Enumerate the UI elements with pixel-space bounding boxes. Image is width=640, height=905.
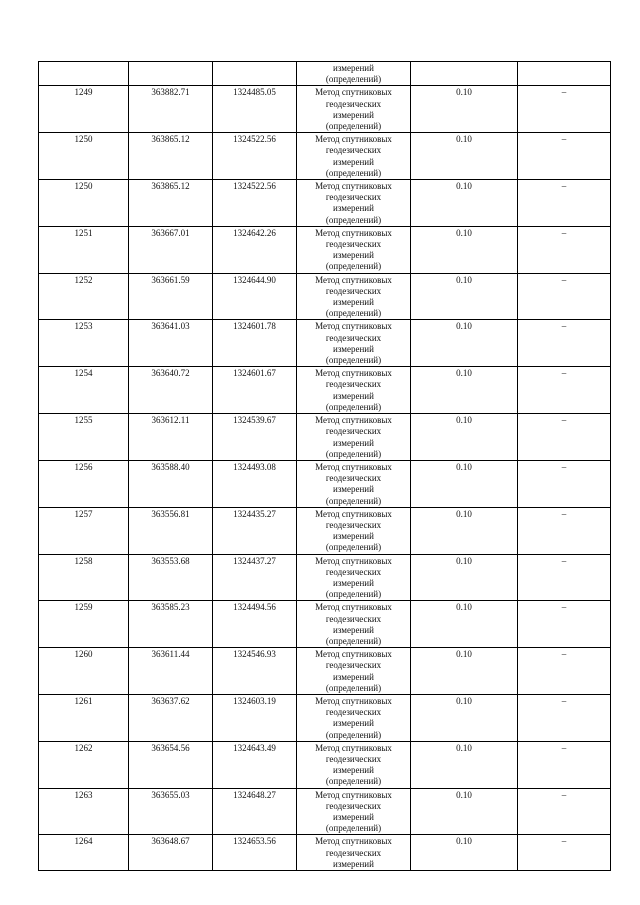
accuracy-cell: 0.10 — [411, 788, 518, 835]
method-line: измерений — [333, 437, 374, 448]
method-line: (определений) — [325, 214, 382, 225]
method-line: Метод спутниковых — [315, 87, 392, 98]
accuracy-cell: 0.10 — [411, 226, 518, 273]
method-line: (определений) — [325, 635, 382, 646]
accuracy-cell: 0.10 — [411, 601, 518, 648]
method-cell — [297, 320, 411, 367]
method-line: измерений — [333, 390, 374, 401]
x-coordinate-cell: 363588.40 — [129, 460, 213, 507]
method-line: геодезических — [325, 379, 382, 390]
note-cell: – — [518, 648, 611, 695]
accuracy-cell: 0.10 — [411, 320, 518, 367]
note-cell: – — [518, 273, 611, 320]
accuracy-cell: 0.10 — [411, 648, 518, 695]
method-cell — [297, 226, 411, 273]
method-line: геодезических — [325, 613, 382, 624]
method-line: геодезических — [325, 753, 382, 764]
note-cell: – — [518, 86, 611, 133]
note-cell — [518, 62, 611, 86]
method-line: (определений) — [325, 589, 382, 600]
method-line: измерений — [333, 109, 374, 120]
accuracy-cell: 0.10 — [411, 741, 518, 788]
method-line: измерений — [333, 343, 374, 354]
method-line: геодезических — [325, 519, 382, 530]
table-row — [39, 507, 611, 554]
method-line: Метод спутниковых — [315, 181, 392, 192]
method-line: (определений) — [325, 401, 382, 412]
point-cell — [39, 62, 129, 86]
method-cell — [297, 62, 411, 86]
table-row — [39, 367, 611, 414]
y-coordinate-cell: 1324603.19 — [213, 694, 297, 741]
method-cell — [297, 367, 411, 414]
method-cell — [297, 507, 411, 554]
y-coordinate-cell: 1324493.08 — [213, 460, 297, 507]
accuracy-cell: 0.10 — [411, 835, 518, 871]
method-cell — [297, 554, 411, 601]
accuracy-cell: 0.10 — [411, 180, 518, 227]
table-row — [39, 694, 611, 741]
coordinates-table — [38, 61, 611, 871]
x-coordinate-cell: 363865.12 — [129, 180, 213, 227]
table-row-continued — [39, 62, 611, 86]
method-line: (определений) — [325, 542, 382, 553]
method-line: Метод спутниковых — [315, 415, 392, 426]
y-coordinate-cell: 1324522.56 — [213, 180, 297, 227]
y-coordinate-cell: 1324644.90 — [213, 273, 297, 320]
point-cell: 1255 — [39, 414, 129, 461]
y-coordinate-cell: 1324494.56 — [213, 601, 297, 648]
method-line: Метод спутниковых — [315, 649, 392, 660]
method-line: Метод спутниковых — [315, 836, 392, 847]
method-line: геодезических — [325, 660, 382, 671]
table-row — [39, 133, 611, 180]
method-line: измерений — [333, 484, 374, 495]
method-line: измерений — [333, 671, 374, 682]
method-line: (определений) — [325, 729, 382, 740]
note-cell: – — [518, 226, 611, 273]
method-line: геодезических — [325, 473, 382, 484]
point-cell: 1257 — [39, 507, 129, 554]
table-row — [39, 554, 611, 601]
method-line: Метод спутниковых — [315, 461, 392, 472]
point-cell: 1254 — [39, 367, 129, 414]
method-line: Метод спутниковых — [315, 695, 392, 706]
method-cell — [297, 835, 411, 871]
y-coordinate-cell: 1324485.05 — [213, 86, 297, 133]
accuracy-cell: 0.10 — [411, 507, 518, 554]
note-cell: – — [518, 414, 611, 461]
accuracy-cell: 0.10 — [411, 86, 518, 133]
method-line: (определений) — [325, 682, 382, 693]
x-coordinate-cell: 363556.81 — [129, 507, 213, 554]
method-line: геодезических — [325, 145, 382, 156]
note-cell: – — [518, 133, 611, 180]
table-row — [39, 788, 611, 835]
point-cell: 1250 — [39, 180, 129, 227]
method-line: Метод спутниковых — [315, 134, 392, 145]
method-line: измерений — [333, 203, 374, 214]
method-cell — [297, 460, 411, 507]
method-line: измерений — [333, 577, 374, 588]
method-line: Метод спутниковых — [315, 321, 392, 332]
table-row — [39, 273, 611, 320]
method-line: геодезических — [325, 426, 382, 437]
method-line: геодезических — [325, 847, 382, 858]
method-line: измерений — [333, 765, 374, 776]
point-cell: 1260 — [39, 648, 129, 695]
x-coordinate-cell: 363865.12 — [129, 133, 213, 180]
point-cell: 1262 — [39, 741, 129, 788]
method-line: измерений — [333, 812, 374, 822]
x-coordinate-cell: 363667.01 — [129, 226, 213, 273]
accuracy-cell: 0.10 — [411, 460, 518, 507]
table-row — [39, 741, 611, 788]
x-coordinate-cell — [129, 62, 213, 86]
method-cell — [297, 86, 411, 133]
method-line: (определений) — [325, 167, 382, 178]
table-row — [39, 226, 611, 273]
accuracy-cell: 0.10 — [411, 694, 518, 741]
y-coordinate-cell: 1324435.27 — [213, 507, 297, 554]
coordinates-table-body — [39, 62, 611, 871]
method-line: (определений) — [325, 495, 382, 506]
method-cell — [297, 694, 411, 741]
point-cell: 1253 — [39, 320, 129, 367]
y-coordinate-cell: 1324648.27 — [213, 788, 297, 835]
accuracy-cell: 0.10 — [411, 554, 518, 601]
method-line: измерений — [333, 718, 374, 729]
table-row — [39, 835, 611, 871]
accuracy-cell: 0.10 — [411, 273, 518, 320]
point-cell: 1250 — [39, 133, 129, 180]
method-line: (определений) — [325, 355, 382, 366]
method-line: Метод спутниковых — [315, 789, 392, 800]
method-line: Метод спутниковых — [315, 602, 392, 613]
method-line: геодезических — [325, 707, 382, 718]
point-cell: 1263 — [39, 788, 129, 835]
table-row — [39, 320, 611, 367]
accuracy-cell: 0.10 — [411, 367, 518, 414]
method-cell — [297, 414, 411, 461]
table-row — [39, 648, 611, 695]
note-cell: – — [518, 601, 611, 648]
method-line: Метод спутниковых — [315, 742, 392, 753]
method-line: (определений) — [325, 261, 382, 272]
y-coordinate-cell: 1324642.26 — [213, 226, 297, 273]
accuracy-cell: 0.10 — [411, 133, 518, 180]
table-row — [39, 601, 611, 648]
y-coordinate-cell: 1324601.67 — [213, 367, 297, 414]
method-line: (определений) — [325, 308, 382, 319]
method-cell — [297, 648, 411, 695]
method-line: измерений — [333, 531, 374, 542]
method-line: Метод спутниковых — [315, 368, 392, 379]
note-cell: – — [518, 460, 611, 507]
x-coordinate-cell: 363637.62 — [129, 694, 213, 741]
method-line: (определений) — [325, 823, 382, 834]
point-cell: 1256 — [39, 460, 129, 507]
x-coordinate-cell: 363648.67 — [129, 835, 213, 871]
method-line: измерений — [333, 156, 374, 167]
point-cell: 1259 — [39, 601, 129, 648]
x-coordinate-cell: 363640.72 — [129, 367, 213, 414]
method-line: геодезических — [325, 800, 382, 811]
table-row — [39, 414, 611, 461]
method-line: измерений — [333, 250, 374, 261]
y-coordinate-cell: 1324539.67 — [213, 414, 297, 461]
table-row — [39, 86, 611, 133]
x-coordinate-cell: 363661.59 — [129, 273, 213, 320]
x-coordinate-cell: 363655.03 — [129, 788, 213, 835]
method-line: геодезических — [325, 98, 382, 109]
method-line: измерений — [333, 624, 374, 635]
accuracy-cell — [411, 62, 518, 86]
method-line: измерений — [333, 858, 374, 869]
method-line: Метод спутниковых — [315, 508, 392, 519]
note-cell: – — [518, 367, 611, 414]
method-line: (определений) — [325, 448, 382, 459]
method-cell — [297, 180, 411, 227]
x-coordinate-cell: 363612.11 — [129, 414, 213, 461]
method-line: геодезических — [325, 192, 382, 203]
method-line: (определений) — [325, 74, 382, 85]
method-line: Метод спутниковых — [315, 227, 392, 238]
method-line: Метод спутниковых — [315, 274, 392, 285]
point-cell: 1261 — [39, 694, 129, 741]
y-coordinate-cell — [213, 62, 297, 86]
note-cell: – — [518, 788, 611, 835]
point-cell: 1251 — [39, 226, 129, 273]
method-cell — [297, 601, 411, 648]
table-row — [39, 460, 611, 507]
note-cell: – — [518, 507, 611, 554]
note-cell: – — [518, 835, 611, 871]
x-coordinate-cell: 363553.68 — [129, 554, 213, 601]
note-cell: – — [518, 554, 611, 601]
x-coordinate-cell: 363585.23 — [129, 601, 213, 648]
point-cell: 1252 — [39, 273, 129, 320]
method-line: геодезических — [325, 285, 382, 296]
x-coordinate-cell: 363611.44 — [129, 648, 213, 695]
x-coordinate-cell: 363641.03 — [129, 320, 213, 367]
method-line: геодезических — [325, 239, 382, 250]
y-coordinate-cell: 1324437.27 — [213, 554, 297, 601]
method-line: геодезических — [325, 332, 382, 343]
accuracy-cell: 0.10 — [411, 414, 518, 461]
y-coordinate-cell: 1324522.56 — [213, 133, 297, 180]
y-coordinate-cell: 1324643.49 — [213, 741, 297, 788]
y-coordinate-cell: 1324546.93 — [213, 648, 297, 695]
note-cell: – — [518, 694, 611, 741]
note-cell: – — [518, 741, 611, 788]
method-line: измерений — [333, 297, 374, 308]
table-row — [39, 180, 611, 227]
note-cell: – — [518, 180, 611, 227]
x-coordinate-cell: 363654.56 — [129, 741, 213, 788]
point-cell: 1249 — [39, 86, 129, 133]
method-line: (определений) — [325, 776, 382, 787]
y-coordinate-cell: 1324601.78 — [213, 320, 297, 367]
method-cell — [297, 273, 411, 320]
method-line: Метод спутниковых — [315, 555, 392, 566]
point-cell: 1264 — [39, 835, 129, 871]
note-cell: – — [518, 320, 611, 367]
method-line: (определений) — [325, 121, 382, 132]
method-line: измерений — [333, 63, 374, 73]
method-cell — [297, 133, 411, 180]
method-cell — [297, 741, 411, 788]
point-cell: 1258 — [39, 554, 129, 601]
x-coordinate-cell: 363882.71 — [129, 86, 213, 133]
method-cell — [297, 788, 411, 835]
y-coordinate-cell: 1324653.56 — [213, 835, 297, 871]
method-line: геодезических — [325, 566, 382, 577]
